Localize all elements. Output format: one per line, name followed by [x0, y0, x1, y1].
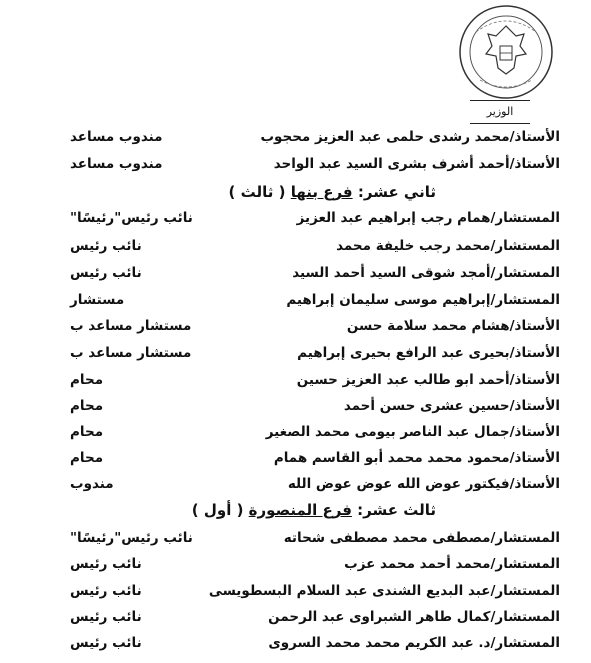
- list-item: [70, 129, 560, 151]
- person-name: الأستاذ/محمد رشدى حلمى عبد العزيز محجوب: [260, 129, 560, 145]
- person-name: المستشار/عبد البديع الشندى عبد السلام البسطويسى: [208, 583, 560, 599]
- list-item: [70, 210, 560, 232]
- list-item: [70, 635, 560, 657]
- section-branch: فرع المنصورة: [248, 501, 352, 519]
- person-role: نائب رئيس: [70, 609, 142, 625]
- person-role: مستشار: [70, 292, 125, 308]
- person-role: نائب رئيس: [70, 265, 142, 281]
- list-item: [70, 156, 560, 178]
- person-name: المستشار/محمد رجب خليفة محمد: [336, 238, 560, 254]
- list-item: [70, 556, 560, 578]
- ministry-seal-icon: [446, 2, 566, 102]
- list-item: [70, 292, 560, 314]
- list-item: [70, 345, 560, 367]
- list-item: [70, 530, 560, 552]
- person-role: مندوب مساعد: [70, 129, 163, 145]
- seal-caption: الوزير: [470, 100, 530, 124]
- person-role: محام: [70, 398, 104, 414]
- person-role: نائب رئيس"رئيسًا": [70, 210, 193, 226]
- list-item: [70, 450, 560, 472]
- person-name: المستشار/أمجد شوقى السيد أحمد السيد: [292, 265, 560, 281]
- person-role: نائب رئيس: [70, 635, 142, 651]
- person-name: المستشار/مصطفى محمد مصطفى شحاته: [283, 530, 560, 546]
- person-name: الأستاذ/أحمد ابو طالب عبد العزيز حسين: [296, 372, 560, 388]
- person-role: نائب رئيس: [70, 583, 142, 599]
- list-item: [70, 372, 560, 394]
- list-item: [70, 398, 560, 420]
- person-role: مستشار مساعد ب: [70, 345, 192, 361]
- section-prefix: ثالث عشر:: [357, 501, 436, 519]
- section-suffix: ( ثالث ): [228, 183, 286, 201]
- list-item: [70, 238, 560, 260]
- person-role: محام: [70, 372, 104, 388]
- section-suffix: ( أول ): [191, 501, 244, 519]
- person-name: الأستاذ/حسين عشرى حسن أحمد: [343, 398, 560, 414]
- person-role: نائب رئيس: [70, 238, 142, 254]
- section-heading-mansoura: [192, 501, 436, 519]
- person-role: محام: [70, 450, 104, 466]
- list-item: [70, 424, 560, 446]
- person-name: المستشار/كمال طاهر الشبراوى عبد الرحمن: [268, 609, 560, 625]
- person-name: الأستاذ/فيكتور عوض الله عوض عوض الله: [287, 476, 560, 492]
- person-role: مستشار مساعد ب: [70, 318, 192, 334]
- person-name: الأستاذ/هشام محمد سلامة حسن: [346, 318, 560, 334]
- person-role: مندوب: [70, 476, 114, 492]
- person-name: الأستاذ/أحمد أشرف بشرى السيد عبد الواحد: [273, 156, 560, 172]
- person-name: الأستاذ/بحيرى عبد الرافع بحيرى إبراهيم: [297, 345, 560, 361]
- section-heading-banha: [229, 183, 436, 201]
- person-name: الأستاذ/جمال عبد الناصر بيومى محمد الصغير: [265, 424, 560, 440]
- person-role: نائب رئيس"رئيسًا": [70, 530, 193, 546]
- person-name: المستشار/همام رجب إبراهيم عبد العزيز: [296, 210, 560, 226]
- list-item: [70, 583, 560, 605]
- person-name: المستشار/د. عبد الكريم محمد محمد السروى: [268, 635, 560, 651]
- person-name: المستشار/إبراهيم موسى سليمان إبراهيم: [286, 292, 560, 308]
- person-role: نائب رئيس: [70, 556, 142, 572]
- person-name: الأستاذ/محمود محمد محمد أبو القاسم همام: [273, 450, 560, 466]
- list-item: [70, 265, 560, 287]
- list-item: [70, 609, 560, 631]
- person-name: المستشار/محمد أحمد محمد عزب: [344, 556, 560, 572]
- person-role: محام: [70, 424, 104, 440]
- list-item: [70, 476, 560, 498]
- list-item: [70, 318, 560, 340]
- section-prefix: ثاني عشر:: [357, 183, 436, 201]
- section-branch: فرع بنها: [290, 183, 353, 201]
- person-role: مندوب مساعد: [70, 156, 163, 172]
